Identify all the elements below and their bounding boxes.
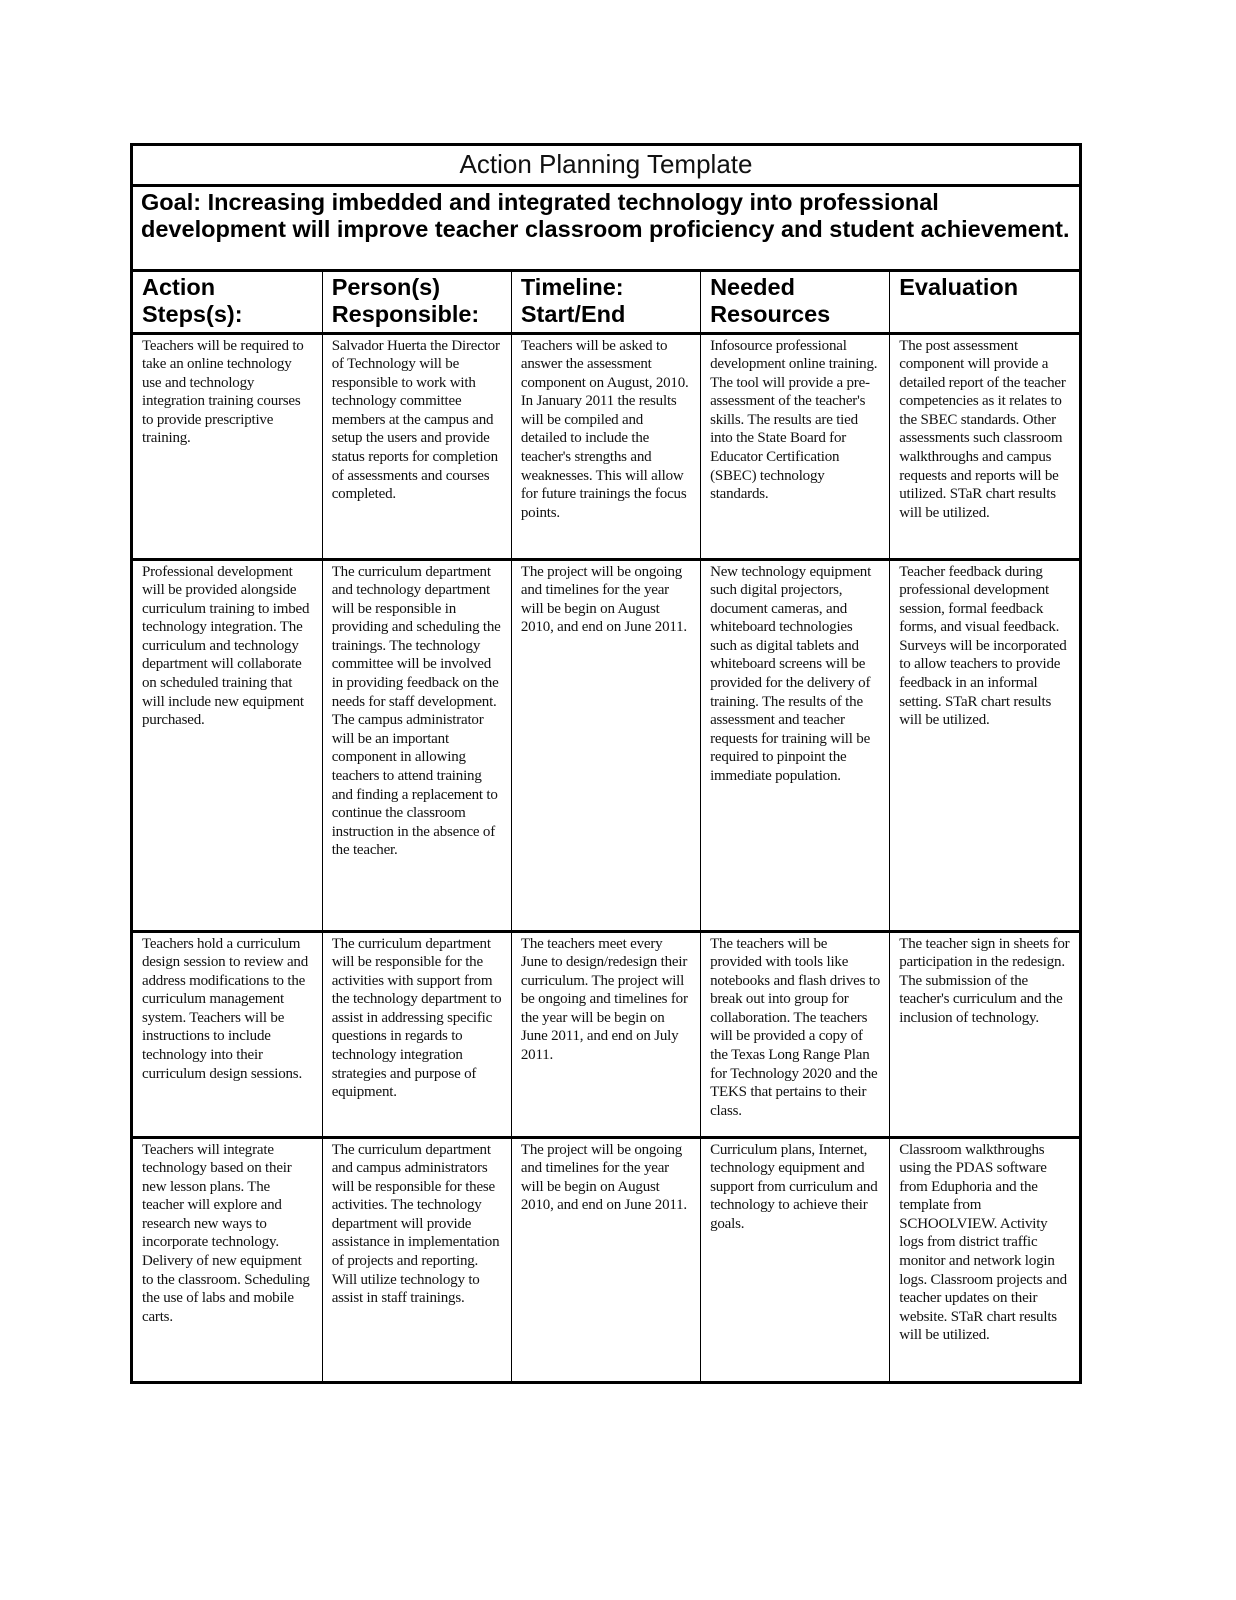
cell-persons-responsible: The curriculum department will be responsible for the activities with support from the technology department to assist in addressing specific questions in regards to technology integration strategies and purpose of equipment. [322, 931, 511, 1137]
cell-evaluation: Classroom walkthroughs using the PDAS software from Eduphoria and the template from SCHOOLVIEW. Activity logs from district traffic monitor and network login logs. Classroom projects and teacher updates on their website. STaR chart results will be utilized. [890, 1137, 1079, 1381]
action-planning-template [130, 143, 1082, 1384]
document-title: Action Planning Template [133, 146, 1079, 187]
cell-needed-resources: Curriculum plans, Internet, technology equipment and support from curriculum and technology to achieve their goals. [701, 1137, 890, 1381]
cell-evaluation: Teacher feedback during professional development session, formal feedback forms, and visual feedback. Surveys will be incorporated to allow teachers to provide feedback in an informal setting. STaR chart results will be utilized. [890, 559, 1079, 931]
column-header-persons-responsible: Person(s) Responsible: [322, 272, 511, 333]
cell-timeline: Teachers will be asked to answer the assessment component on August, 2010. In January 2011 the results will be compiled and detailed to include the teacher's strengths and weaknesses. This will allow for future trainings the focus points. [511, 333, 700, 559]
column-header-action-steps: Action Steps(s): [133, 272, 322, 333]
cell-evaluation: The post assessment component will provide a detailed report of the teacher competencies as it relates to the SBEC standards. Other assessments such classroom walkthroughs and campus requests and reports will be utilized. STaR chart results will be utilized. [890, 333, 1079, 559]
cell-persons-responsible: The curriculum department and campus administrators will be responsible for these activities. The technology department will provide assistance in implementation of projects and reporting. Will utilize technology to assist in staff trainings. [322, 1137, 511, 1381]
cell-needed-resources: The teachers will be provided with tools like notebooks and flash drives to break out into group for collaboration. The teachers will be provided a copy of the Texas Long Range Plan for Technology 2020 and the TEKS that pertains to their class. [701, 931, 890, 1137]
table-row [133, 559, 1079, 931]
action-plan-table [133, 272, 1079, 1381]
goal-statement: Goal: Increasing imbedded and integrated technology into professional development will improve teacher classroom proficiency and student achievement. [133, 187, 1079, 272]
cell-persons-responsible: The curriculum department and technology department will be responsible in providing and scheduling the trainings. The technology committee will be involved in providing feedback on the needs for staff development. The campus administrator will be an important component in allowing teachers to attend training and finding a replacement to continue the classroom instruction in the absence of the teacher. [322, 559, 511, 931]
column-header-timeline: Timeline: Start/End [511, 272, 700, 333]
cell-evaluation: The teacher sign in sheets for participation in the redesign. The submission of the teacher's curriculum and the inclusion of technology. [890, 931, 1079, 1137]
table-row [133, 1137, 1079, 1381]
column-header-evaluation: Evaluation [890, 272, 1079, 333]
cell-timeline: The project will be ongoing and timelines for the year will be begin on August 2010, and end on June 2011. [511, 1137, 700, 1381]
table-row [133, 333, 1079, 559]
cell-timeline: The project will be ongoing and timelines for the year will be begin on August 2010, and end on June 2011. [511, 559, 700, 931]
table-row [133, 931, 1079, 1137]
table-header-row [133, 272, 1079, 333]
cell-action-steps: Professional development will be provided alongside curriculum training to imbed technology integration. The curriculum and technology department will collaborate on scheduled training that will include new equipment purchased. [133, 559, 322, 931]
cell-persons-responsible: Salvador Huerta the Director of Technology will be responsible to work with technology committee members at the campus and setup the users and provide status reports for completion of assessments and courses completed. [322, 333, 511, 559]
cell-needed-resources: New technology equipment such digital projectors, document cameras, and whiteboard technologies such as digital tablets and whiteboard screens will be provided for the delivery of training. The results of the assessment and teacher requests for training will be required to pinpoint the immediate population. [701, 559, 890, 931]
cell-action-steps: Teachers will integrate technology based on their new lesson plans. The teacher will explore and research new ways to incorporate technology. Delivery of new equipment to the classroom. Scheduling the use of labs and mobile carts. [133, 1137, 322, 1381]
cell-action-steps: Teachers will be required to take an online technology use and technology integration training courses to provide prescriptive training. [133, 333, 322, 559]
cell-timeline: The teachers meet every June to design/redesign their curriculum. The project will be ongoing and timelines for the year will be begin on June 2011, and end on July 2011. [511, 931, 700, 1137]
cell-action-steps: Teachers hold a curriculum design session to review and address modifications to the curriculum management system. Teachers will be instructions to include technology into their curriculum design sessions. [133, 931, 322, 1137]
cell-needed-resources: Infosource professional development online training. The tool will provide a pre-assessment of the teacher's skills. The results are tied into the State Board for Educator Certification (SBEC) technology standards. [701, 333, 890, 559]
column-header-needed-resources: Needed Resources [701, 272, 890, 333]
